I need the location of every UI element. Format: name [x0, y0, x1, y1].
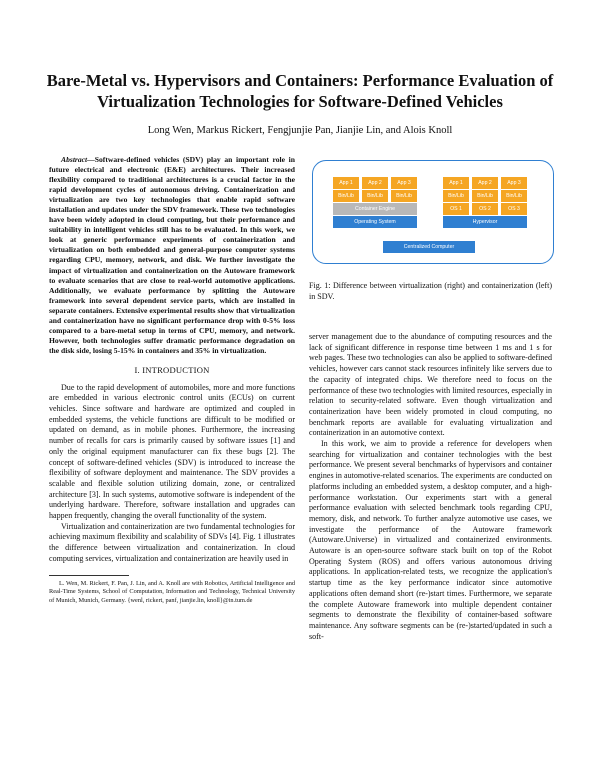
right-binlib-1-box: Bin/Lib	[443, 190, 469, 202]
footnote-rule	[49, 575, 129, 576]
right-app-1-box: App 1	[443, 177, 469, 189]
intro-paragraph-1: Due to the rapid development of automobiles, more and more functions are embedded in various electronic control units (ECUs) on current vehicles. Since software and hardware are optimized and coupled in embedded systems, the vehicle functions are difficult to be modified or updated on demand, as in mobile phones. Furthermore, the increasing number of recalls for cars is primarily caused by software issues [1] and only the original equipment manufacturer can fix these bugs [2]. The concept of software-defined vehicles (SDV) is introduced to increase the flexibility of software deployment and maintenance. The SDV provides a scalable and flexible solution utilizing domain, zone, or centralized architecture [3]. In such systems, automotive software is independent of the underlying hardware. Therefore, software installation and upgrades can happen frequently, changing the overall functionality of the system.	[49, 382, 295, 521]
title-line-2: Virtualization Technologies for Software-Defined Vehicles	[97, 92, 503, 111]
right-os-1-box: OS 1	[443, 203, 469, 215]
right-column	[309, 332, 552, 642]
right-os-2-box: OS 2	[472, 203, 498, 215]
abstract	[49, 155, 295, 356]
centralized-computer-box: Centralized Computer	[383, 241, 475, 253]
left-binlib-2-box: Bin/Lib	[362, 190, 388, 202]
intro-paragraph-2: Virtualization and containerization are two fundamental technologies for achieving maximum flexibility and scalability of SDVs [4]. Fig. 1 illustrates the difference between virtualization and containerization. In cloud computing services, virtualization and containerization are heavily used in	[49, 521, 295, 563]
figure-1-diagram	[312, 160, 554, 264]
left-binlib-1-box: Bin/Lib	[333, 190, 359, 202]
figure-1-caption: Fig. 1: Difference between virtualization (right) and containerization (left) in SDV.	[309, 281, 552, 301]
author-list: Long Wen, Markus Rickert, Fengjunjie Pan, Jianjie Lin, and Alois Knoll	[147, 125, 453, 136]
right-paragraph-1: server management due to the abundance of computing resources and the lack of significant difference in response time between 1 ms and 1 s for web pages. These two technologies can also be applied to software-defined vehicles, however cars cannot stack resources infinitely like servers due to the capacity of integrated chips. We therefore need to focus on the performance of these two technologies with limited resources, especially in relation to security-related software. Even though virtualization and containerization have been widely promoted in cloud computing, no benchmark reports are available for evaluating virtualization and containerization in an automotive context.	[309, 332, 552, 438]
paper-title	[40, 70, 560, 112]
container-engine-box: Container Engine	[333, 203, 417, 215]
right-binlib-2-box: Bin/Lib	[472, 190, 498, 202]
right-paragraph-2: In this work, we aim to provide a reference for developers when searching for virtualization and container technologies with the best performance. We present several benchmarks of hypervisors and container engines in automotive-related scenarios. The experiments are conducted on platforms including an embedded system, a desktop computer, and a high-performance workstation. Our experiments start with a general performance evaluation with selected benchmark tools regarding CPU, memory, disk, and network. To further analyze automotive use cases, we investigate the performance of the Autoware framework (Autoware.Universe) in virtualized and containerized environments. Autoware is an open-source software stack built on top of the Robot Operating System (ROS) and offers various autonomous driving applications. In application-related tests, we recognize the application's startup time as the key performance indicator since automotive applications often demand short (re-)start times. Furthermore, we separate the complete Autoware framework into multiple dependent container segments to demonstrate the flexibility of container-based software maintenance. Any software segments can be (re-)started/updated in such a soft-	[309, 439, 552, 641]
hypervisor-box: Hypervisor	[443, 216, 527, 228]
right-os-3-box: OS 3	[501, 203, 527, 215]
right-app-2-box: App 2	[472, 177, 498, 189]
abstract-text: —Software-defined vehicles (SDV) play an important role in future electrical and electronic (E&E) architectures. Their increased flexibility compared to traditional architectures is a crucial factor in the rapid development cycles of autonomous driving. Containerization and virtualization are two key technologies that enable rapid software installation and updates under the SDV framework. These two technologies have been widely adopted in cloud computing, but their performance and suitability in intelligent vehicles still has to be evaluated. In this work, we look at generic performance experiments of containerization and virtualization on both embedded and general-purpose computer systems regarding CPU, memory, network, and disk. We further investigate the impact of virtualization and containerization on the Autoware framework to evaluate scenarios that are close to real-world automotive applications. Additionally, we evaluate performance by splitting the Autoware framework into several dependent service parts, which are installed in separate containers. Extensive experimental results show that virtualization and containerization have no significant performance drop with 0-5% loss compared to a bare-metal setup in terms of CPU, memory, and network. However, both technologies suffer dramatic performance degradation on the disk side, losing 5-15% in containers and 35% in virtualization.	[49, 155, 295, 355]
affiliation-footnote: L. Wen, M. Rickert, F. Pan, J. Lin, and A. Knoll are with Robotics, Artificial Intelligence and Real-Time Systems, School of Computation, Information and Technology, Technical University of Munich, Munich, Germany. {wenl, rickert, panf, jianjie.lin, knoll}@in.tum.de	[49, 579, 295, 604]
left-app-1-box: App 1	[333, 177, 359, 189]
operating-system-box: Operating System	[333, 216, 417, 228]
left-binlib-3-box: Bin/Lib	[391, 190, 417, 202]
left-app-3-box: App 3	[391, 177, 417, 189]
right-binlib-3-box: Bin/Lib	[501, 190, 527, 202]
abstract-label: Abstract	[61, 155, 88, 164]
left-app-2-box: App 2	[362, 177, 388, 189]
title-line-1: Bare-Metal vs. Hypervisors and Containers: Performance Evaluation of	[46, 71, 554, 90]
right-app-3-box: App 3	[501, 177, 527, 189]
left-column	[49, 155, 295, 605]
section-heading-introduction: I. INTRODUCTION	[134, 364, 210, 375]
